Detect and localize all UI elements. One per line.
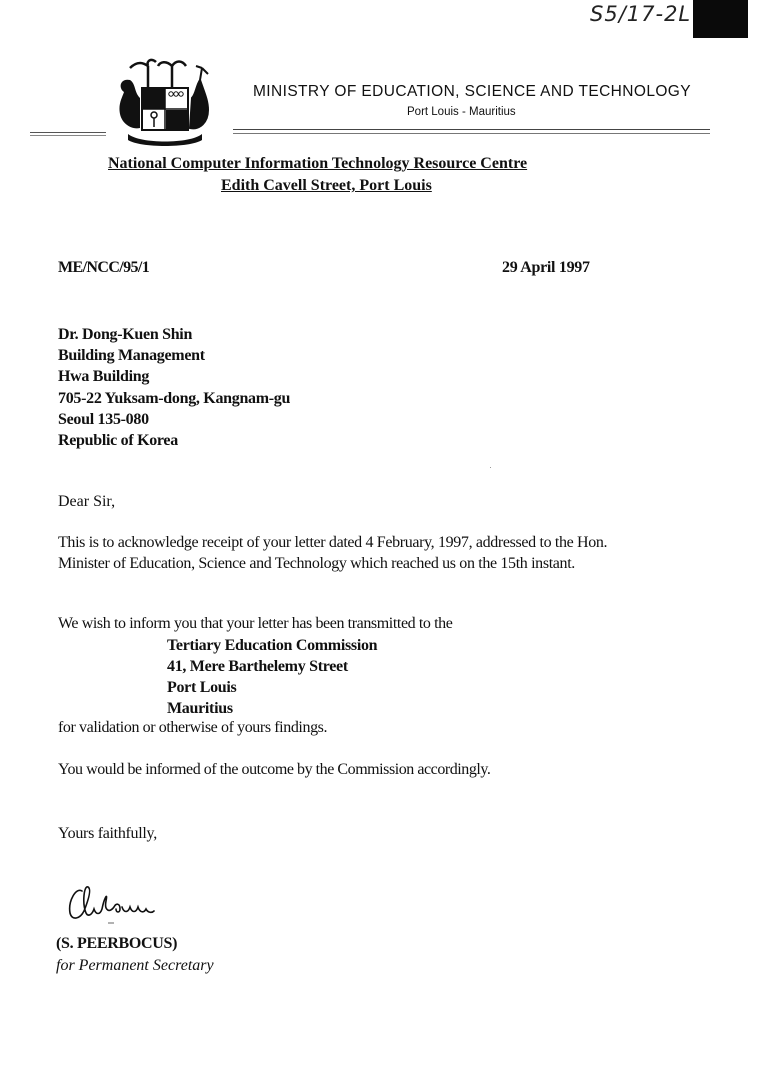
recipient-line: Seoul 135-080 <box>58 410 149 428</box>
letterhead-divider <box>30 135 106 136</box>
letterhead-divider <box>233 129 710 130</box>
commission-line: Tertiary Education Commission <box>167 637 378 654</box>
coat-of-arms-icon <box>110 58 220 148</box>
handwritten-signature-icon <box>62 883 182 928</box>
commission-line: Port Louis <box>167 679 237 696</box>
file-reference-handwritten: S5/17-2L <box>590 2 692 26</box>
ministry-name: MINISTRY OF EDUCATION, SCIENCE AND TECHNOLOGY <box>253 83 691 100</box>
commission-line: 41, Mere Barthelemy Street <box>167 658 348 675</box>
signer-name: (S. PEERBOCUS) <box>56 935 178 952</box>
body-paragraph-1: This is to acknowledge receipt of your letter dated 4 February, 1997, addressed to the Hon. Minister of Education, Science and Technology which reached us on the 15th instant. <box>58 534 608 572</box>
commission-address <box>167 635 377 719</box>
redaction-block <box>693 0 748 38</box>
salutation: Dear Sir, <box>58 493 116 510</box>
centre-address: Edith Cavell Street, Port Louis <box>221 177 432 194</box>
letterhead-divider <box>30 132 106 133</box>
scan-speck <box>490 467 491 468</box>
recipient-line: 705-22 Yuksam-dong, Kangnam-gu <box>58 389 291 407</box>
ministry-location: Port Louis - Mauritius <box>407 106 516 118</box>
recipient-address <box>58 324 290 451</box>
body-paragraph-2-intro: We wish to inform you that your letter has been transmitted to the <box>58 615 453 632</box>
body-paragraph-2-end: for validation or otherwise of yours findings. <box>58 719 328 736</box>
recipient-line: Dr. Dong-Kuen Shin <box>58 326 193 343</box>
recipient-line: Republic of Korea <box>58 432 178 450</box>
centre-name: National Computer Information Technology Resource Centre <box>108 155 528 172</box>
signer-title: for Permanent Secretary <box>56 957 214 974</box>
recipient-line: Hwa Building <box>58 368 150 386</box>
recipient-line: Building Management <box>58 347 205 365</box>
letterhead-divider <box>233 133 710 134</box>
reference-number: ME/NCC/95/1 <box>58 259 150 276</box>
commission-line: Mauritius <box>167 700 233 717</box>
letter-date: 29 April 1997 <box>502 259 590 276</box>
body-paragraph-3: You would be informed of the outcome by the Commission accordingly. <box>58 761 491 778</box>
closing: Yours faithfully, <box>58 825 157 842</box>
